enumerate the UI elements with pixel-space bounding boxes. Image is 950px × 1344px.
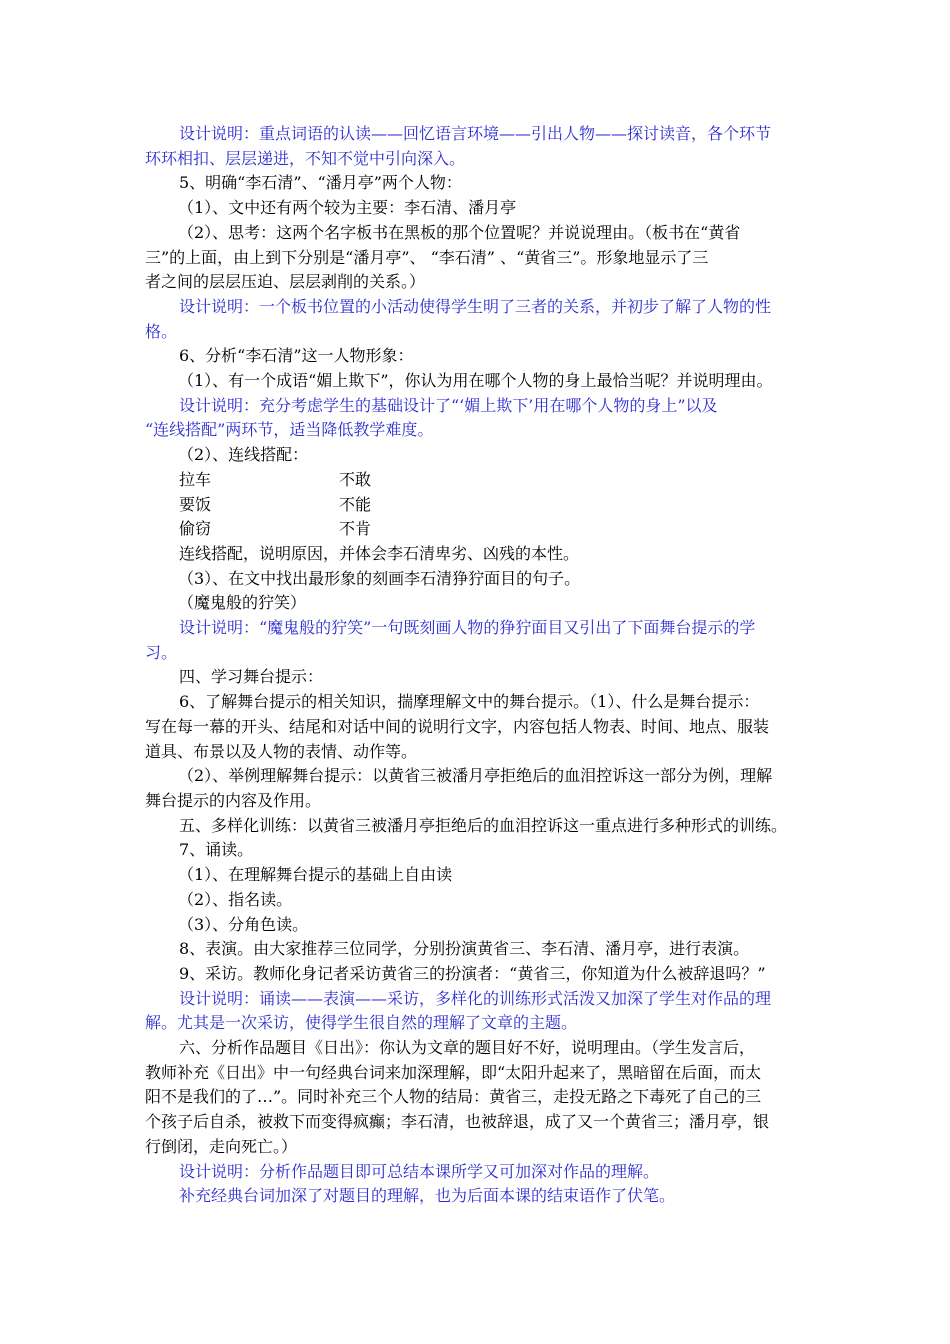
text-line: 8、表演。由大家推荐三位同学，分别扮演黄省三、李石清、潘月亭，进行表演。 [179, 939, 750, 959]
text-line: 者之间的层层压迫、层层剥削的关系。） [145, 272, 426, 292]
text-line: 连线搭配，说明原因，并体会李石清卑劣、凶残的本性。 [179, 543, 580, 563]
text-line: 个孩子后自杀，被救下而变得疯癫；李石清，也被辞退，成了又一个黄省三；潘月亭，银 [145, 1112, 770, 1132]
text-line: 9、采访。教师化身记者采访黄省三的扮演者：“黄省三，你知道为什么被辞退吗？” [179, 963, 766, 983]
text-line: 五、多样化训练：以黄省三被潘月亭拒绝后的血泪控诉这一重点进行多种形式的训练。 [179, 815, 788, 835]
text-line: 道具、布景以及人物的表情、动作等。 [145, 741, 418, 761]
text-line: （2）、连线搭配： [178, 445, 309, 465]
design-note-line: 设计说明：充分考虑学生的基础设计了“‘媚上欺下’用在哪个人物的身上”以及 [179, 395, 718, 415]
text-line: （2）、思考：这两个名字板书在黑板的那个位置呢？并说说理由。（板书在“黄省 [178, 222, 741, 242]
design-note-line: 设计说明：诵读——表演——采访，多样化的训练形式活泼又加深了学生对作品的理 [179, 988, 772, 1008]
text-line: （2）、指名读。 [178, 889, 293, 909]
design-note-line: “连线搭配”两环节，适当降低教学难度。 [145, 420, 434, 440]
match-left-term: 要饭 [179, 494, 212, 514]
match-right-term: 不能 [339, 494, 372, 514]
text-line: 写在每一幕的开头、结尾和对话中间的说明行文字，内容包括人物表、时间、地点、服装 [145, 716, 770, 736]
text-line: （3）、分角色读。 [178, 914, 309, 934]
text-block-bottom [145, 542, 813, 1209]
text-line: 舞台提示的内容及作用。 [145, 790, 322, 810]
design-note-line: 补充经典台词加深了对题目的理解，也为后面本课的结束语作了伏笔。 [179, 1186, 676, 1206]
text-block-top [145, 122, 813, 468]
text-line: （1）、文中还有两个较为主要：李石清、潘月亭 [178, 198, 517, 218]
design-note-line: 设计说明：重点词语的认读——回忆语言环境——引出人物——探讨读音，各个环节 [179, 124, 772, 143]
text-line: 教师补充《日出》中一句经典台词来加深理解，即“太阳升起来了，黑暗留在后面，而太 [145, 1062, 762, 1082]
design-note-line: 环环相扣、层层递进，不知不觉中引向深入。 [145, 148, 466, 168]
match-row [145, 493, 813, 518]
match-left-term: 偷窃 [179, 519, 212, 539]
design-note-line: 习。 [145, 642, 178, 662]
design-note-line: 解。尤其是一次采访，使得学生很自然的理解了文章的主题。 [145, 1013, 578, 1033]
text-line: （魔鬼般的狞笑） [178, 593, 307, 613]
text-line: 6、分析“李石清”这一人物形象： [179, 346, 414, 366]
text-line: 四、学习舞台提示： [179, 667, 324, 687]
match-right-term: 不敢 [339, 469, 372, 489]
design-note-line: 设计说明：分析作品题目即可总结本课所学又可加深对作品的理解。 [179, 1161, 660, 1181]
design-note-line: 设计说明：“魔鬼般的狞笑”一句既刻画人物的狰狞面目又引出了下面舞台提示的学 [179, 618, 756, 638]
text-line: （1）、在理解舞台提示的基础上自由读 [178, 865, 453, 885]
text-line: 6、了解舞台提示的相关知识，揣摩理解文中的舞台提示。（1）、什么是舞台提示： [179, 692, 760, 712]
text-line: 5、明确“李石清”、“潘月亭”两个人物： [179, 173, 462, 193]
text-line: 行倒闭，走向死亡。） [145, 1136, 298, 1156]
design-note-line: 设计说明：一个板书位置的小活动使得学生明了三者的关系，并初步了解了人物的性 [179, 296, 772, 316]
match-left-term: 拉车 [179, 469, 212, 489]
document-body [145, 122, 813, 1209]
match-row [145, 517, 813, 542]
text-line: 六、分析作品题目《日出》：你认为文章的题目好不好，说明理由。（学生发言后， [179, 1038, 756, 1058]
match-row [145, 468, 813, 493]
text-line: （1）、有一个成语“媚上欺下”，你认为用在哪个人物的身上最恰当呢？并说明理由。 [178, 371, 773, 391]
matching-pairs [145, 468, 813, 542]
text-line: （3）、在文中找出最形象的刻画李石清狰狞面目的句子。 [178, 568, 581, 588]
text-line: 三”的上面，由上到下分别是“潘月亭”、 “李石清” 、“黄省三”。形象地显示了三 [145, 247, 709, 267]
match-right-term: 不肯 [339, 519, 372, 539]
text-line: 阳不是我们的了…”。同时补充三个人物的结局：黄省三，走投无路之下毒死了自己的三 [145, 1087, 762, 1107]
design-note-line: 格。 [145, 321, 178, 341]
text-line: 7、诵读。 [179, 840, 254, 860]
text-line: （2）、举例理解舞台提示：以黄省三被潘月亭拒绝后的血泪控诉这一部分为例，理解 [178, 766, 773, 786]
